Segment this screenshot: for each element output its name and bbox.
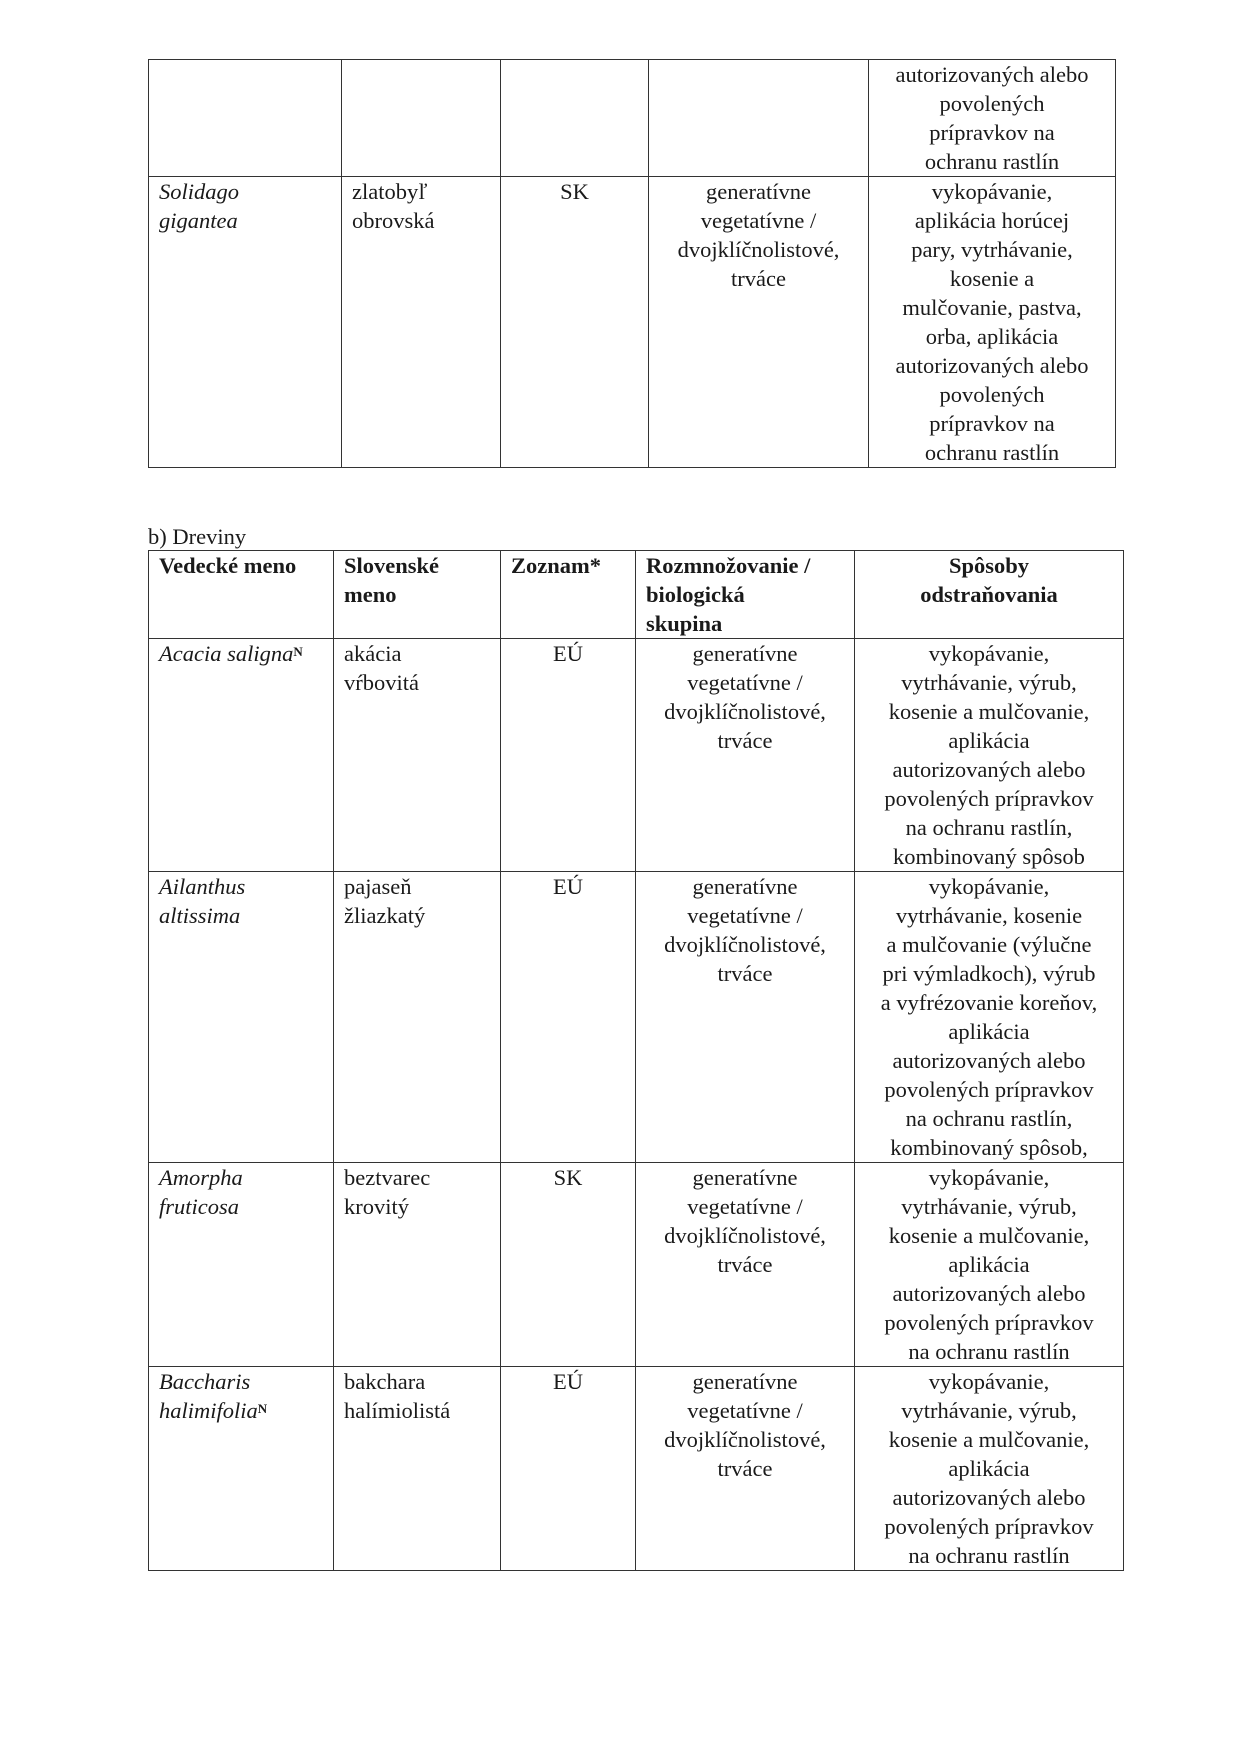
table-row (149, 60, 1116, 177)
cell-reproduction: generatívne vegetatívne / dvojklíčnolistové, trváce (636, 872, 855, 1163)
header-list: Zoznam* (501, 551, 636, 639)
cell-scientific-name (149, 60, 342, 177)
cell-slovak-name: beztvarec krovitý (334, 1163, 501, 1367)
table-woody-plants (148, 550, 1124, 1571)
cell-list (501, 60, 649, 177)
cell-scientific-name: Ailanthus altissima (149, 872, 334, 1163)
header-removal-methods: Spôsoby odstraňovania (855, 551, 1124, 639)
table-row (149, 177, 1116, 468)
header-reproduction: Rozmnožovanie / biologická skupina (636, 551, 855, 639)
table-row (149, 639, 1124, 872)
cell-removal-methods: vykopávanie, vytrhávanie, výrub, kosenie a mulčovanie, aplikácia autorizovaných alebo povolených prípravkov na ochranu rastlín (855, 1163, 1124, 1367)
header-slovak-name: Slovenské meno (334, 551, 501, 639)
cell-reproduction: generatívne vegetatívne / dvojklíčnolistové, trváce (636, 1163, 855, 1367)
cell-reproduction: generatívne vegetatívne / dvojklíčnolistové, trváce (649, 177, 869, 468)
cell-slovak-name: bakchara halímiolistá (334, 1367, 501, 1571)
cell-reproduction: generatívne vegetatívne / dvojklíčnolistové, trváce (636, 1367, 855, 1571)
cell-reproduction: generatívne vegetatívne / dvojklíčnolistové, trváce (636, 639, 855, 872)
cell-scientific-name: Baccharis halimifolia$^N$ (149, 1367, 334, 1571)
table-herbs-continued (148, 59, 1116, 468)
table-header-row (149, 551, 1124, 639)
table-row (149, 872, 1124, 1163)
cell-list: SK (501, 177, 649, 468)
cell-slovak-name: akácia vŕbovitá (334, 639, 501, 872)
cell-removal-methods: vykopávanie, vytrhávanie, výrub, kosenie a mulčovanie, aplikácia autorizovaných alebo povolených prípravkov na ochranu rastlín, kombinovaný spôsob (855, 639, 1124, 872)
header-scientific-name: Vedecké meno (149, 551, 334, 639)
cell-slovak-name: zlatobyľ obrovská (342, 177, 501, 468)
cell-removal-methods: vykopávanie, aplikácia horúcej pary, vytrhávanie, kosenie a mulčovanie, pastva, orba, aplikácia autorizovaných alebo povolených prípravkov na ochranu rastlín (869, 177, 1116, 468)
cell-list: EÚ (501, 872, 636, 1163)
cell-removal-methods: vykopávanie, vytrhávanie, kosenie a mulčovanie (výlučne pri výmladkoch), výrub a vyfrézovanie koreňov, aplikácia autorizovaných alebo povolených prípravkov na ochranu rastlín, kombinovaný spôsob, (855, 872, 1124, 1163)
section-heading: b) Dreviny (148, 524, 247, 549)
table-row (149, 1163, 1124, 1367)
cell-list: SK (501, 1163, 636, 1367)
table-row (149, 1367, 1124, 1571)
cell-scientific-name: Solidago gigantea (149, 177, 342, 468)
cell-list: EÚ (501, 1367, 636, 1571)
cell-slovak-name (342, 60, 501, 177)
cell-removal-methods: autorizovaných alebo povolených prípravkov na ochranu rastlín (869, 60, 1116, 177)
cell-reproduction (649, 60, 869, 177)
cell-scientific-name: Acacia saligna$^N$ (149, 639, 334, 872)
cell-slovak-name: pajaseň žliazkatý (334, 872, 501, 1163)
cell-removal-methods: vykopávanie, vytrhávanie, výrub, kosenie a mulčovanie, aplikácia autorizovaných alebo povolených prípravkov na ochranu rastlín (855, 1367, 1124, 1571)
cell-list: EÚ (501, 639, 636, 872)
cell-scientific-name: Amorpha fruticosa (149, 1163, 334, 1367)
